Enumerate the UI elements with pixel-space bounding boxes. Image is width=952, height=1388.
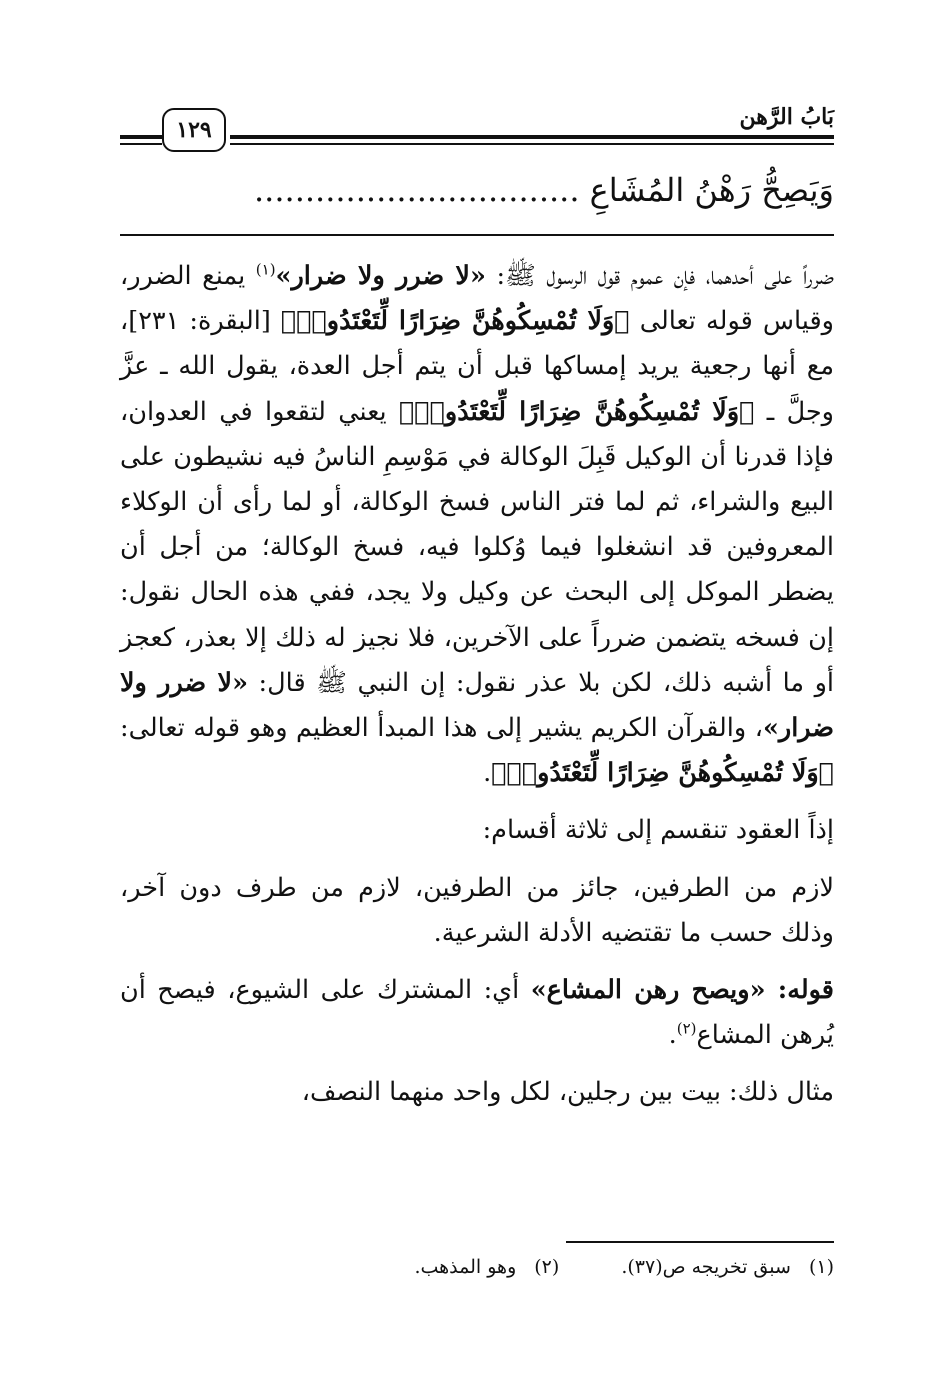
header-rule-thin [230, 143, 834, 145]
footnote-number: (١) [808, 1256, 834, 1278]
matn-quote: «ويصح رهن المشاع» [530, 975, 778, 1006]
quran-verse: ﴿وَلَا تُمْسِكُوهُنَّ ضِرَارًا لِّتَعْتَدُوا۟﴾ [280, 306, 630, 337]
footnote-ref: (١) [255, 260, 276, 279]
footnotes [120, 1256, 834, 1278]
header-rule-left [120, 135, 162, 139]
commentary-label: قوله: [777, 975, 834, 1006]
text-run: أي: المشترك على الشيوع، فيصح أن يُرهن المشاع [120, 975, 834, 1051]
chapter-title: بَابُ الرَّهن [739, 104, 834, 130]
paragraph-example: مثال ذلك: بيت بين رجلين، لكل واحد منهما النصف، [301, 1077, 834, 1108]
page-number-text: ١٢٩ [176, 117, 212, 143]
paragraph-gap [120, 854, 834, 866]
paragraph-gap [120, 956, 834, 968]
hadith-quote: «لا ضرر ولا ضرار» [275, 261, 486, 291]
text-run: ضرراً على أحدهما، فإن عموم قول الرسول ﷺ: [485, 261, 834, 291]
hadith-quote: «لا ضرر ولا ضرار» [120, 667, 834, 744]
body-text [120, 254, 834, 1116]
text-run: . [483, 758, 492, 789]
quran-verse: ﴿وَلَا تُمْسِكُوهُنَّ ضِرَارًا لِّتَعْتَدُوا۟﴾ [491, 758, 834, 789]
text-run: يمنع الضرر، وقياس قوله تعالى [120, 261, 834, 337]
paragraph-gap [120, 796, 834, 808]
paragraph-explanation [120, 254, 834, 796]
paragraph-matn-commentary [120, 968, 834, 1058]
matn-divider [120, 234, 834, 236]
footnote-number: (٢) [534, 1256, 560, 1278]
paragraph-contracts-intro: إذاً العقود تنقسم إلى ثلاثة أقسام: [482, 815, 834, 846]
footnote-item [621, 1256, 834, 1278]
footnote-divider [566, 1241, 834, 1243]
footnote-ref: (٢) [676, 1019, 697, 1038]
page-number [162, 108, 226, 152]
header-rule-left-thin [120, 143, 162, 145]
footnote-item [414, 1256, 559, 1278]
footnote-text: وهو المذهب. [414, 1256, 517, 1278]
footnote-text: سبق تخريجه ص(٣٧). [621, 1256, 791, 1278]
text-run: ، والقرآن الكريم يشير إلى هذا المبدأ العظيم وهو قوله تعالى: [120, 713, 763, 744]
text-run: [البقرة: ٢٣١]، مع أنها رجعية يريد إمساكها قبل أن يتم أجل العدة، يقول الله ـ عزَّ وجلَّ ـ [120, 306, 834, 427]
quran-verse: ﴿وَلَا تُمْسِكُوهُنَّ ضِرَارًا لِّتَعْتَدُوا۟﴾ [398, 396, 755, 427]
matn-line: وَيَصِحُّ رَهْنُ المُشَاعِ ................................ [254, 171, 834, 209]
paragraph-contracts-types: لازم من الطرفين، جائز من الطرفين، لازم من طرف دون آخر، وذلك حسب ما تقتضيه الأدلة الشرعية. [120, 872, 834, 948]
paragraph-gap [120, 1058, 834, 1070]
text-run: . [668, 1020, 677, 1051]
header-rule [230, 135, 834, 139]
text-run: يعني لتقعوا في العدوان، فإذا قدرنا أن الوكيل قَبِلَ الوكالة في مَوْسِمِ الناسُ فيه نشيطون على البيع والشراء، ثم لما فتر الناس فسخ الوكالة، أو لما رأى أن الوكلاء المعروفين قد انشغلوا فيما وُكلوا فيه، فسخ الوكالة؛ من أجل أن يضطر الموكل إلى البحث عن وكيل ولا يجد، ففي هذه الحال نقول: إن فسخه يتضمن ضرراً على الآخرين، فلا نجيز له ذلك إلا بعذر، كعجز أو ما أشبه ذلك، لكن بلا عذر نقول: إن النبي ﷺ قال: [120, 396, 834, 698]
